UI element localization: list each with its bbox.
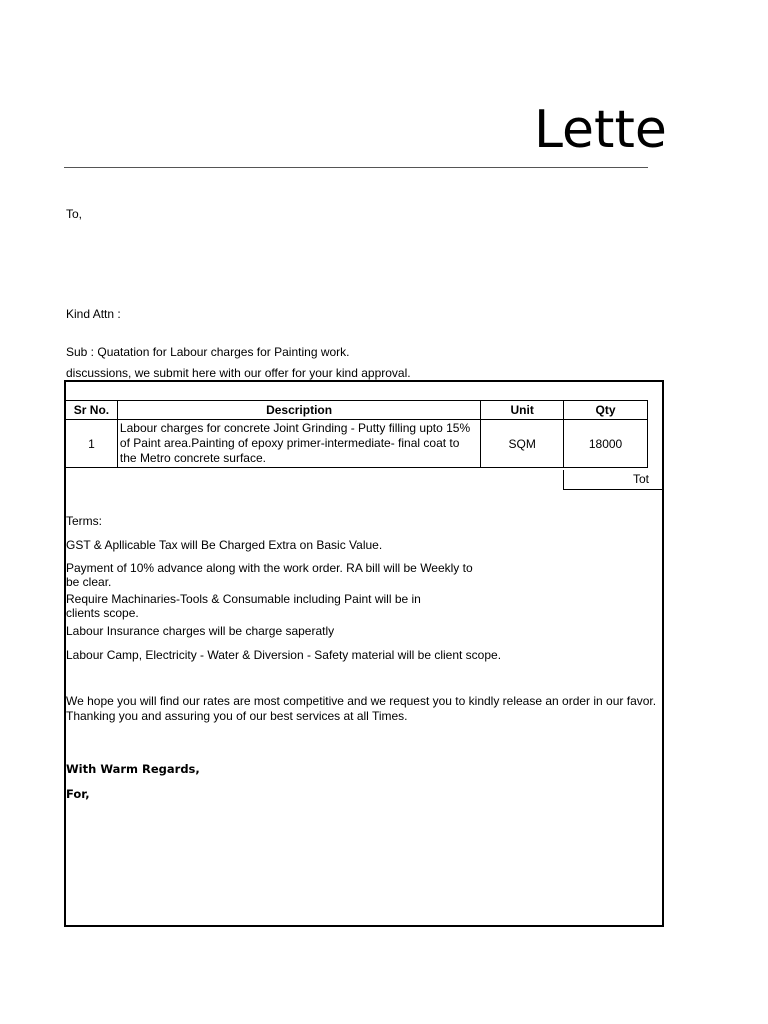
kind-attn-label: Kind Attn :: [66, 307, 121, 321]
page-title: Lette: [534, 100, 667, 160]
title-divider: [64, 167, 648, 168]
terms-heading: Terms:: [66, 514, 102, 528]
closing-line-2: Thanking you and assuring you of our best services at all Times.: [66, 709, 408, 723]
table-header-row: [66, 401, 648, 420]
row-unit: SQM: [481, 420, 564, 468]
intro-line: discussions, we submit here with our offer for your kind approval.: [66, 366, 411, 380]
row-qty: 18000: [564, 420, 648, 468]
col-header-sr-no: Sr No.: [66, 401, 118, 420]
regards-line: With Warm Regards,: [66, 762, 200, 776]
term-item: Labour Insurance charges will be charge saperatly: [66, 624, 335, 638]
total-label: Tot: [563, 470, 663, 490]
closing-line-1: We hope you will find our rates are most competitive and we request you to kindly release an order in our favor.: [66, 694, 657, 708]
for-line: For,: [66, 787, 90, 801]
term-item: Labour Camp, Electricity - Water & Diversion - Safety material will be client scope.: [66, 648, 502, 662]
col-header-description: Description: [117, 401, 480, 420]
to-label: To,: [66, 207, 83, 221]
col-header-qty: Qty: [564, 401, 648, 420]
term-item: Payment of 10% advance along with the work order. RA bill will be Weekly to be clear.: [66, 561, 473, 589]
row-description: Labour charges for concrete Joint Grinding - Putty filling upto 15% of Paint area.Painting of epoxy primer-intermediate- final coat to the Metro concrete surface.: [117, 420, 480, 468]
term-item: GST & Apllicable Tax will Be Charged Extra on Basic Value.: [66, 538, 383, 552]
col-header-unit: Unit: [481, 401, 564, 420]
term-item: Require Machinaries-Tools & Consumable including Paint will be in clients scope.: [66, 592, 421, 620]
row-sr-no: 1: [66, 420, 118, 468]
table-row: [66, 420, 648, 468]
quotation-table: [65, 400, 648, 468]
subject-line: Sub : Quatation for Labour charges for Painting work.: [66, 345, 350, 359]
